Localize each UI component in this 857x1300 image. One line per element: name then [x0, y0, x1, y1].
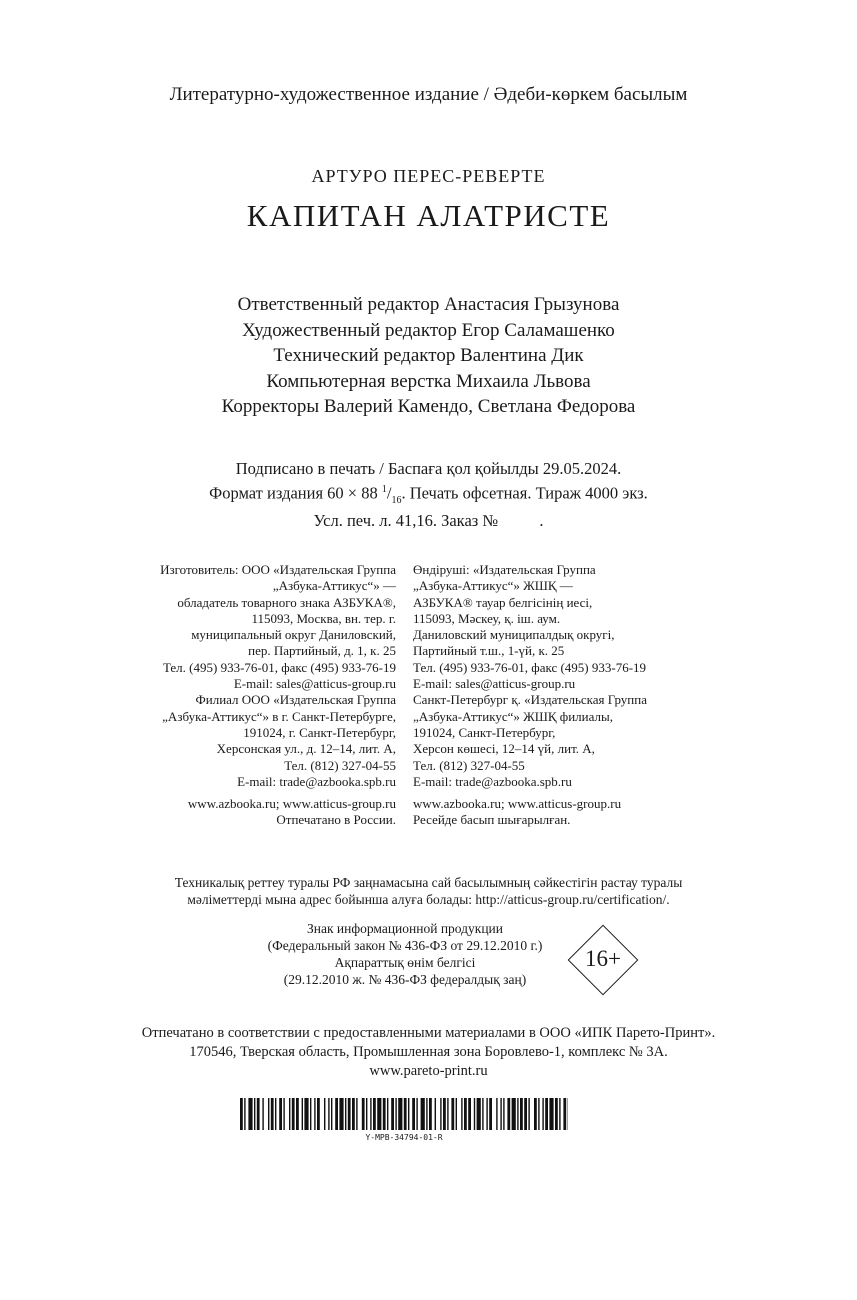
barcode-bar [538, 1098, 539, 1130]
barcode-bar [489, 1098, 492, 1130]
printed-line: www.pareto-print.ru [369, 1063, 488, 1079]
barcode-bar [517, 1098, 518, 1130]
barcode-bar [559, 1098, 560, 1130]
barcode-bar [404, 1098, 407, 1130]
barcode-bar [289, 1098, 290, 1130]
branch-ru-line: Тел. (812) 327-04-55 [284, 757, 396, 773]
barcode-bar [520, 1098, 523, 1130]
barcode-bar [304, 1098, 308, 1130]
barcode-bar [362, 1098, 365, 1130]
barcode-bar [296, 1098, 299, 1130]
barcode-bar [398, 1098, 402, 1130]
mfr-kz-line: Партийный т.ш., 1-үй, к. 25 [413, 643, 565, 659]
barcode-bar [268, 1098, 269, 1130]
barcode-bar [244, 1098, 245, 1130]
barcode-bar [366, 1098, 367, 1130]
branch-kz-line: Тел. (812) 327-04-55 [413, 757, 525, 773]
signed-date: Подписано в печать / Баспаға қол қойылды 29.05.2024. [235, 459, 622, 478]
barcode-bar [496, 1098, 497, 1130]
barcode-bar [248, 1098, 252, 1130]
credit-line: Художественный редактор Егор Саламашенко [242, 319, 615, 341]
credit-line: Технический редактор Валентина Дик [273, 345, 584, 366]
barcode-bar [429, 1098, 432, 1130]
tech-line: Техникалық реттеу туралы РФ заңнамасына сай басылымның сәйкестігін растау туралы [174, 875, 683, 890]
info-sign-line: Ақпараттық өнім белгісі [334, 955, 476, 970]
barcode-bar [524, 1098, 527, 1130]
footer-ru-line: Отпечатано в России. [276, 812, 396, 828]
barcode-bar [395, 1098, 396, 1130]
barcode-bar [345, 1098, 346, 1130]
barcode-bar [262, 1098, 263, 1130]
barcode-bar [421, 1098, 425, 1130]
barcode-bar [328, 1098, 329, 1130]
credit-line: Компьютерная верстка Михаила Львова [266, 370, 591, 392]
barcode-bar [391, 1098, 394, 1130]
barcode-bar [283, 1098, 284, 1130]
barcode-bar [412, 1098, 415, 1130]
barcode-bar [348, 1098, 351, 1130]
barcode-bar [254, 1098, 255, 1130]
barcode-bar [503, 1098, 504, 1130]
barcode-bar [408, 1098, 409, 1130]
branch-kz-line: E-mail: trade@azbooka.spb.ru [413, 773, 572, 789]
barcode-bar [377, 1098, 381, 1130]
tech-line: мәліметтерді мына адрес бойынша алуға болады: http://atticus-group.ru/certification/. [187, 892, 670, 907]
barcode-bar [542, 1098, 543, 1130]
sheets-line: Усл. печ. л. 41,16. Заказ № . [313, 510, 544, 530]
printed-line: 170546, Тверская область, Промышленная зона Боровлево-1, комплекс № 3А. [189, 1044, 668, 1060]
barcode-bar [461, 1098, 462, 1130]
barcode-icon [240, 1098, 568, 1130]
barcode-bar [563, 1098, 566, 1130]
format-suffix: . Печать офсетная. Тираж 4000 экз. [401, 483, 648, 502]
mfr-kz-line: „Азбука-Аттикус“» ЖШҚ — [413, 578, 573, 594]
mfr-ru-line: 115093, Москва, вн. тер. г. [251, 610, 396, 626]
printed-line: Отпечатано в соответствии с предоставленными материалами в ООО «ИПК Парето-Принт». [141, 1025, 716, 1041]
branch-kz-line: Санкт-Петербург қ. «Издательская Группа [413, 692, 647, 708]
format-prefix: Формат издания 60 × 88 [209, 483, 378, 502]
barcode-bar [275, 1098, 276, 1130]
mfr-ru-line: пер. Партийный, д. 1, к. 25 [248, 643, 396, 659]
barcode-bar [302, 1098, 303, 1130]
barcode-bar [549, 1098, 553, 1130]
mfr-ru-line: „Азбука-Аттикус“» — [272, 578, 396, 594]
barcode-bar [317, 1098, 320, 1130]
barcode-bar [456, 1098, 457, 1130]
barcode-bar [324, 1098, 325, 1130]
printed-by [0, 1024, 857, 1081]
footer-kz-line: www.azbooka.ru; www.atticus-group.ru [413, 796, 622, 812]
mfr-kz-line: Даниловский муниципалдық округі, [413, 627, 615, 643]
info-sign-line: (29.12.2010 ж. № 436-ФЗ федералдық заң) [283, 972, 527, 987]
barcode-bar [464, 1098, 467, 1130]
info-product-sign [240, 920, 570, 988]
barcode-bar [528, 1098, 529, 1130]
branch-ru-line: Филиал ООО «Издательская Группа [195, 692, 396, 708]
barcode-bar [257, 1098, 260, 1130]
branch-ru-line: E-mail: trade@azbooka.spb.ru [237, 773, 396, 789]
mfr-kz-line: 115093, Мәскеу, қ. іш. аум. [413, 610, 561, 626]
mfr-ru-line: обладатель товарного знака АЗБУКА®, [177, 594, 396, 610]
credits-block [0, 292, 857, 420]
barcode-bar [370, 1098, 371, 1130]
barcode-bar [447, 1098, 448, 1130]
info-sign-line: Знак информационной продукции [306, 921, 504, 936]
barcode-bar [339, 1098, 343, 1130]
barcode-bar [314, 1098, 315, 1130]
barcode-bar [240, 1098, 243, 1130]
barcode-bar [500, 1098, 501, 1130]
barcode-bar [416, 1098, 417, 1130]
barcode-bar [555, 1098, 558, 1130]
barcode-bar [292, 1098, 295, 1130]
barcode-bar [426, 1098, 427, 1130]
barcode-bar [486, 1098, 487, 1130]
age-rating-badge [568, 925, 638, 995]
barcode-bar [279, 1098, 282, 1130]
barcode-bar [451, 1098, 454, 1130]
barcode-bar [271, 1098, 274, 1130]
barcode-bar [440, 1098, 441, 1130]
barcode-bar [383, 1098, 386, 1130]
barcode-bar [507, 1098, 510, 1130]
barcode-text: Y-MPB-34794-01-R [365, 1133, 443, 1142]
mfr-kz-line: АЗБУКА® тауар белгісінің иесі, [413, 594, 593, 610]
branch-ru-line: 191024, г. Санкт-Петербург, [243, 724, 396, 740]
footer-kz-line: Ресейде басып шығарылған. [413, 812, 571, 828]
format-den: 16 [391, 494, 402, 506]
branch-ru-line: Херсонская ул., д. 12–14, лит. А, [216, 741, 396, 757]
barcode-bar [443, 1098, 446, 1130]
barcode-bar [335, 1098, 338, 1130]
credit-line: Ответственный редактор Анастасия Грызунова [237, 294, 620, 315]
mfr-ru-line: Тел. (495) 933-76-01, факс (495) 933-76-19 [162, 659, 396, 675]
branch-ru-line: „Азбука-Аттикус“» в г. Санкт-Петербурге, [162, 708, 396, 724]
barcode-bar [387, 1098, 388, 1130]
footer-ru-line: www.azbooka.ru; www.atticus-group.ru [187, 796, 396, 812]
barcode-bar [331, 1098, 332, 1130]
barcode-bar [477, 1098, 481, 1130]
barcode-bar [482, 1098, 483, 1130]
barcode-bar [534, 1098, 537, 1130]
mfr-kz-line: E-mail: sales@atticus-group.ru [413, 676, 576, 692]
age-rating-label: 16+ [585, 946, 621, 971]
manufacturer-ru-column [120, 562, 396, 829]
manufacturer-kz-column [413, 562, 743, 829]
barcode-bar [512, 1098, 516, 1130]
credit-line: Корректоры Валерий Камендо, Светлана Федорова [221, 396, 636, 417]
info-sign-line: (Федеральный закон № 436-ФЗ от 29.12.2010 г.) [267, 938, 543, 953]
mfr-ru-line: муниципальный округ Даниловский, [191, 627, 396, 643]
book-title: КАПИТАН АЛАТРИСТЕ [246, 198, 611, 233]
barcode-bar [468, 1098, 471, 1130]
mfr-ru-line: E-mail: sales@atticus-group.ru [233, 676, 396, 692]
print-info [0, 459, 857, 531]
author-name: АРТУРО ПЕРЕС-РЕВЕРТЕ [311, 166, 546, 186]
branch-kz-line: Херсон көшесі, 12–14 үй, лит. А, [413, 741, 595, 757]
tech-regulation-note [0, 874, 857, 908]
mfr-ru-line: Изготовитель: ООО «Издательская Группа [160, 562, 396, 577]
format-num: 1 [381, 483, 387, 495]
barcode-bar [373, 1098, 376, 1130]
barcode-bar [545, 1098, 548, 1130]
branch-kz-line: 191024, Санкт-Петербург, [413, 724, 556, 740]
format-line: Формат издания 60 × 88 $^1/_{16}$. Печать офсетная. Тираж 4000 экз. [209, 483, 648, 506]
branch-kz-line: „Азбука-Аттикус“» ЖШҚ филиалы, [413, 708, 613, 724]
edition-type: Литературно-художественное издание / Әдеби-көркем басылым [169, 84, 688, 105]
barcode-bar [474, 1098, 475, 1130]
barcode-bar [352, 1098, 355, 1130]
barcode-bar [310, 1098, 311, 1130]
mfr-kz-line: Тел. (495) 933-76-01, факс (495) 933-76-19 [413, 659, 647, 675]
barcode-bar [435, 1098, 436, 1130]
mfr-kz-line: Өндіруші: «Издательская Группа [413, 562, 596, 577]
barcode-bar [356, 1098, 357, 1130]
